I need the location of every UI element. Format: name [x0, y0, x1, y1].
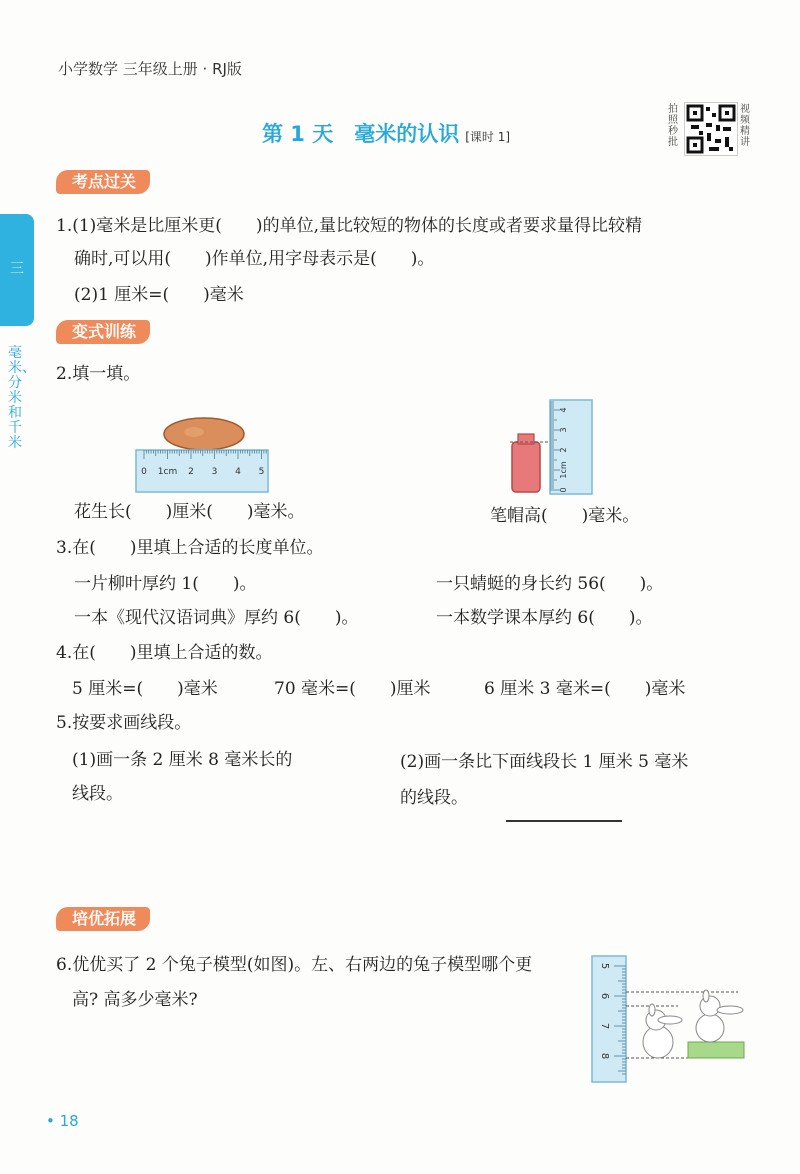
rabbit-right-icon [696, 990, 743, 1042]
book-header: 小学数学 三年级上册 · RJ版 [58, 60, 242, 78]
chapter-title: 毫米、分米和千米 [8, 345, 36, 451]
q2-peanut: 花生长( )厘米( )毫米。 [74, 502, 305, 522]
q4-a: 5 厘米=( )毫米 [72, 679, 218, 699]
q5-title: 5.按要求画线段。 [56, 713, 192, 733]
q5-b1: (2)画一条比下面线段长 1 厘米 5 毫米 [400, 752, 689, 772]
q1-line1: 1.(1)毫米是比厘米更( )的单位,量比较短的物体的长度或者要求量得比较精 [56, 216, 642, 236]
q5-a2: 线段。 [72, 784, 123, 804]
q3-title: 3.在( )里填上合适的长度单位。 [56, 538, 324, 558]
page-number-value: 18 [59, 1112, 79, 1130]
qr-right-label: 视频精讲 [740, 104, 750, 148]
ruler-tick-label: 2 [188, 467, 194, 477]
q4-b: 70 毫米=( )厘米 [274, 679, 431, 699]
ruler-tick-label: 4 [235, 467, 241, 477]
q2-title: 2.填一填。 [56, 364, 141, 384]
ruler-tick-label: 3 [211, 467, 218, 477]
q1-line2: 确时,可以用( )作单位,用字母表示是( )。 [74, 249, 435, 269]
q6-line2: 高? 高多少毫米? [72, 990, 198, 1010]
qr-left-label: 拍照秒批 [668, 104, 678, 148]
ruler-tick-label: 0 [559, 487, 568, 493]
q3-b: 一只蜻蜓的身长约 56( )。 [436, 574, 664, 594]
chapter-number: 三 [10, 261, 24, 277]
q4-c: 6 厘米 3 毫米=( )毫米 [484, 679, 686, 699]
ruler-tick-label: 6 [599, 992, 610, 1000]
ruler-tick-label: 4 [559, 407, 568, 413]
peanut-ruler-figure [134, 408, 274, 498]
ruler-tick-label: 5 [599, 962, 610, 970]
q4-title: 4.在( )里填上合适的数。 [56, 643, 273, 663]
title-main: 第 1 天 毫米的认识 [262, 122, 460, 146]
ruler-horizontal [136, 450, 268, 492]
q5-b2: 的线段。 [400, 788, 468, 808]
q3-c: 一本《现代汉语词典》厚约 6( )。 [74, 608, 359, 628]
q3-a: 一片柳叶厚约 1( )。 [74, 574, 257, 594]
q1-line3: (2)1 厘米=( )毫米 [74, 285, 244, 305]
page-title [262, 118, 510, 148]
ruler-tick-label: 1cm [157, 467, 178, 477]
q6-line1: 6.优优买了 2 个兔子模型(如图)。左、右两边的兔子模型哪个更 [56, 955, 533, 975]
q2-cap: 笔帽高( )毫米。 [490, 506, 640, 526]
ruler-tick-label: 5 [258, 467, 265, 477]
page-number: • 18 [46, 1112, 79, 1130]
ruler-tick-label: 3 [559, 427, 568, 433]
section-tag-extension: 培优拓展 [56, 907, 150, 931]
rabbit-left-icon [643, 1004, 682, 1058]
q5-a1: (1)画一条 2 厘米 8 毫米长的 [72, 750, 293, 770]
ruler-tick-label: 0 [141, 467, 147, 477]
q3-d: 一本数学课本厚约 6( )。 [436, 608, 653, 628]
ruler-tick-label: 2 [559, 447, 568, 453]
ruler-tick-label: 7 [599, 1022, 610, 1030]
section-tag-basics: 考点过关 [56, 170, 150, 194]
lesson-label: [课时 1] [465, 130, 511, 144]
pen-cap-icon [512, 442, 540, 492]
qr-code[interactable] [684, 102, 738, 156]
section-tag-practice: 变式训练 [56, 320, 150, 344]
ruler-tick-label: 1cm [559, 461, 568, 479]
cap-ruler-figure [500, 398, 600, 498]
ruler-tick-label: 8 [599, 1052, 610, 1060]
peanut-icon [164, 418, 244, 450]
rabbit-ruler-figure [588, 952, 758, 1086]
ruler-vertical-2 [592, 956, 626, 1082]
qr-code-icon [685, 103, 737, 155]
reference-segment [506, 820, 622, 822]
